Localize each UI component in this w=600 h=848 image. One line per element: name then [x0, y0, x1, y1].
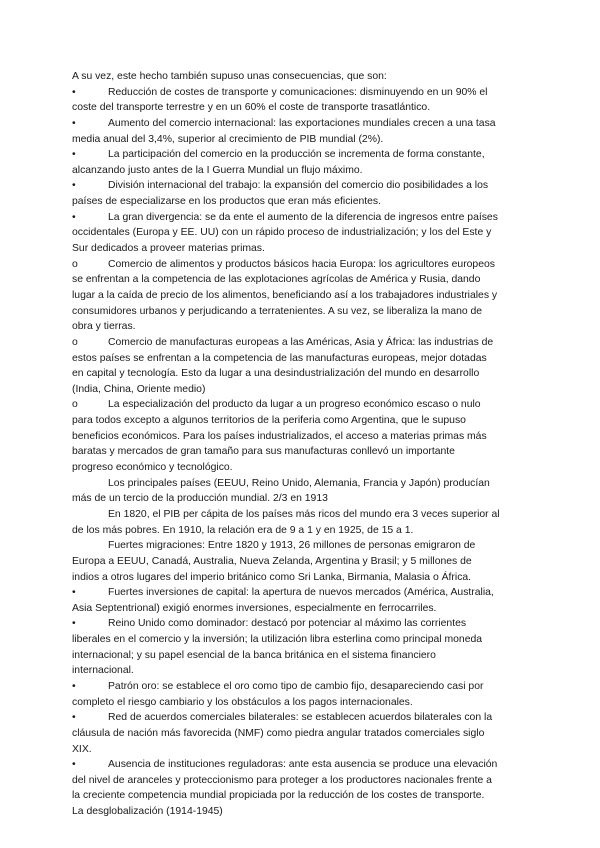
sub-bullet-marker: o: [72, 399, 78, 411]
bullet-item: [72, 85, 530, 116]
line-text: del nivel de aranceles y proteccionismo para proteger a los productores nacionales frente a: [72, 774, 492, 786]
bullet-item: [72, 710, 530, 757]
text-line: [72, 491, 530, 507]
line-text: Comercio de manufacturas europeas a las Américas, Asia y África: las industrias de: [108, 336, 494, 348]
text-line: [72, 429, 530, 445]
text-line: [72, 616, 530, 632]
line-text: más de un tercio de la producción mundial. 2/3 en 1913: [72, 493, 328, 505]
line-text: consumidores urbanos y perjudicando a terratenientes. A su vez, se liberaliza la mano de: [72, 305, 483, 317]
line-text: alcanzando justo antes de la I Guerra Mundial un flujo máximo.: [72, 164, 363, 176]
line-text: se enfrentan a la competencia de las explotaciones agrícolas de América y Rusia, dando: [72, 274, 481, 286]
bullet-item: [72, 757, 530, 804]
text-line: [72, 648, 530, 664]
sub-bullet-marker: o: [72, 336, 78, 348]
text-line: [72, 272, 530, 288]
text-line: [72, 163, 530, 179]
text-line: [72, 757, 530, 773]
line-text: media anual del 3,4%, superior al crecimiento de PIB mundial (2%).: [72, 133, 384, 145]
line-text: Sur dedicados a proveer materias primas.: [72, 243, 265, 255]
bullet-marker: •: [72, 86, 76, 98]
text-line: [72, 147, 530, 163]
line-text: en capital y tecnología. Esto da lugar a una desindustrialización del mundo en desarrollo: [72, 368, 480, 380]
text-line: [72, 132, 530, 148]
line-text: internacional; y su papel esencial de la banca británica en el sistema financiero: [72, 649, 436, 661]
bullet-marker: •: [72, 149, 76, 161]
line-text: la creciente competencia mundial propiciada por la reducción de los costes de transporte.: [72, 790, 485, 802]
line-text: Asia Septentrional) exigió enormes inversiones, especialmente en ferrocarriles.: [72, 602, 437, 614]
text-line: [72, 85, 530, 101]
line-text: Reino Unido como dominador: destacó por potenciar al máximo las corrientes: [108, 618, 467, 630]
text-line: [72, 585, 530, 601]
line-text: cláusula de nación más favorecida (NMF) como piedra angular tratados comerciales siglo: [72, 727, 485, 739]
text-line: [72, 413, 530, 429]
text-line: [72, 397, 530, 413]
line-text: Comercio de alimentos y productos básicos hacia Europa: los agricultores europeos: [108, 258, 495, 270]
text-line: [72, 288, 530, 304]
text-line: [72, 444, 530, 460]
bullet-marker: •: [72, 117, 76, 129]
line-text: liberales en el comercio y la inversión; la utilización libra esterlina como principal moneda: [72, 634, 483, 646]
bullet-item: [72, 679, 530, 710]
line-text: de los más pobres. En 1910, la relación era de 9 a 1 y en 1925, de 15 a 1.: [72, 524, 414, 536]
line-text: Europa a EEUU, Canadá, Australia, Nueva Zelanda, Argentina y Brasil; y 5 millones de: [72, 555, 472, 567]
line-text: estos países se enfrentan a la competencia de las manufacturas europeas, mejor dotadas: [72, 352, 487, 364]
text-line: [72, 225, 530, 241]
text-line: [72, 695, 530, 711]
text-line: [72, 710, 530, 726]
line-text: lugar a la caída de precio de los alimentos, beneficiando así a los trabajadores industriales y: [72, 289, 498, 301]
line-text: A su vez, este hecho también supuso unas consecuencias, que son:: [72, 71, 387, 82]
line-text: occidentales (Europa y EE. UU) con un rápido proceso de industrialización; y los del Este y: [72, 227, 492, 239]
line-text: Fuertes inversiones de capital: la apertura de nuevos mercados (América, Australia,: [108, 587, 494, 599]
sub-bullet-item: [72, 335, 530, 398]
bullet-item: [72, 178, 530, 209]
text-line: [72, 257, 530, 273]
text-line: [72, 476, 530, 492]
line-text: coste del transporte terrestre y en un 60% el coste de transporte trasatlántico.: [72, 102, 431, 114]
line-text: En 1820, el PIB per cápita de los países más ricos del mundo era 3 veces superior al: [108, 508, 500, 520]
text-line: [72, 679, 530, 695]
line-text: La especialización del producto da lugar a un progreso económico escaso o nulo: [108, 399, 481, 411]
line-text: indios a otros lugares del imperio británico como Sri Lanka, Birmania, Malasia o África.: [72, 571, 472, 583]
bullet-marker: •: [72, 712, 76, 724]
bullet-item: [72, 585, 530, 616]
line-text: (India, China, Oriente medio): [72, 383, 206, 395]
line-text: internacional.: [72, 665, 134, 677]
line-text: progreso económico y tecnológico.: [72, 462, 233, 474]
paragraph: [72, 507, 530, 538]
sub-bullet-item: [72, 257, 530, 335]
line-text: Los principales países (EEUU, Reino Unido, Alemania, Francia y Japón) producían: [108, 477, 490, 489]
text-line: [72, 210, 530, 226]
text-line: [72, 460, 530, 476]
text-line: [72, 100, 530, 116]
paragraph: [72, 538, 530, 585]
text-line: [72, 632, 530, 648]
text-line: [72, 663, 530, 679]
text-line: [72, 351, 530, 367]
line-text: Red de acuerdos comerciales bilaterales: se establecen acuerdos bilaterales con la: [108, 712, 493, 724]
text-line: [72, 507, 530, 523]
line-text: para todos excepto a algunos territorios de la periferia como Argentina, que le supuso: [72, 415, 466, 427]
bullet-marker: •: [72, 180, 76, 192]
paragraph: [72, 476, 530, 507]
text-line: [72, 523, 530, 539]
bullet-marker: •: [72, 680, 76, 692]
text-line: [72, 570, 530, 586]
line-text: Aumento del comercio internacional: las exportaciones mundiales crecen a una tasa: [108, 117, 496, 129]
line-text: obra y tierras.: [72, 321, 136, 333]
text-line: [72, 194, 530, 210]
line-text: completo el riesgo cambiario y los obstáculos a los pagos internacionales.: [72, 696, 413, 708]
bullet-marker: •: [72, 587, 76, 599]
line-text: Reducción de costes de transporte y comunicaciones: disminuyendo en un 90% el: [108, 86, 488, 98]
bullet-marker: •: [72, 211, 76, 223]
bullet-marker: •: [72, 618, 76, 630]
document-page: [72, 69, 530, 820]
bullet-item: [72, 147, 530, 178]
text-line: [72, 366, 530, 382]
line-text: XIX.: [72, 743, 92, 755]
text-line: [72, 319, 530, 335]
line-text: La participación del comercio en la producción se incrementa de forma constante,: [108, 149, 485, 161]
bullet-item: [72, 210, 530, 257]
text-line: [72, 742, 530, 758]
text-line: [72, 304, 530, 320]
bullet-item: [72, 116, 530, 147]
text-line: [72, 788, 530, 804]
line-text: División internacional del trabajo: la expansión del comercio dio posibilidades a los: [108, 180, 489, 192]
line-text: La gran divergencia: se da ente el aumento de la diferencia de ingresos entre países: [108, 211, 498, 223]
text-line: [72, 554, 530, 570]
bullet-marker: •: [72, 759, 76, 771]
text-line: [72, 773, 530, 789]
text-line: [72, 726, 530, 742]
text-line: [72, 241, 530, 257]
sub-bullet-item: [72, 397, 530, 475]
text-line: [72, 382, 530, 398]
line-text: Fuertes migraciones: Entre 1820 y 1913, 26 millones de personas emigraron de: [108, 540, 476, 552]
text-line: [72, 69, 530, 85]
paragraph: [72, 69, 530, 85]
text-line: [72, 601, 530, 617]
line-text: Patrón oro: se establece el oro como tipo de cambio fijo, desapareciendo casi por: [108, 680, 484, 692]
line-text: países de especializarse en los productos que eran más eficientes.: [72, 196, 382, 208]
text-line: [72, 804, 530, 820]
line-text: baratas y mercados de gran tamaño para sus manufacturas conllevó un importante: [72, 446, 455, 458]
line-text: beneficios económicos. Para los países industrializados, el acceso a materias primas más: [72, 430, 487, 442]
text-line: [72, 116, 530, 132]
sub-bullet-marker: o: [72, 258, 78, 270]
text-line: [72, 538, 530, 554]
bullet-item: [72, 616, 530, 679]
text-line: [72, 178, 530, 194]
paragraph: [72, 804, 530, 820]
line-text: Ausencia de instituciones reguladoras: ante esta ausencia se produce una elevación: [108, 759, 498, 771]
text-line: [72, 335, 530, 351]
line-text: La desglobalización (1914-1945): [72, 806, 223, 818]
